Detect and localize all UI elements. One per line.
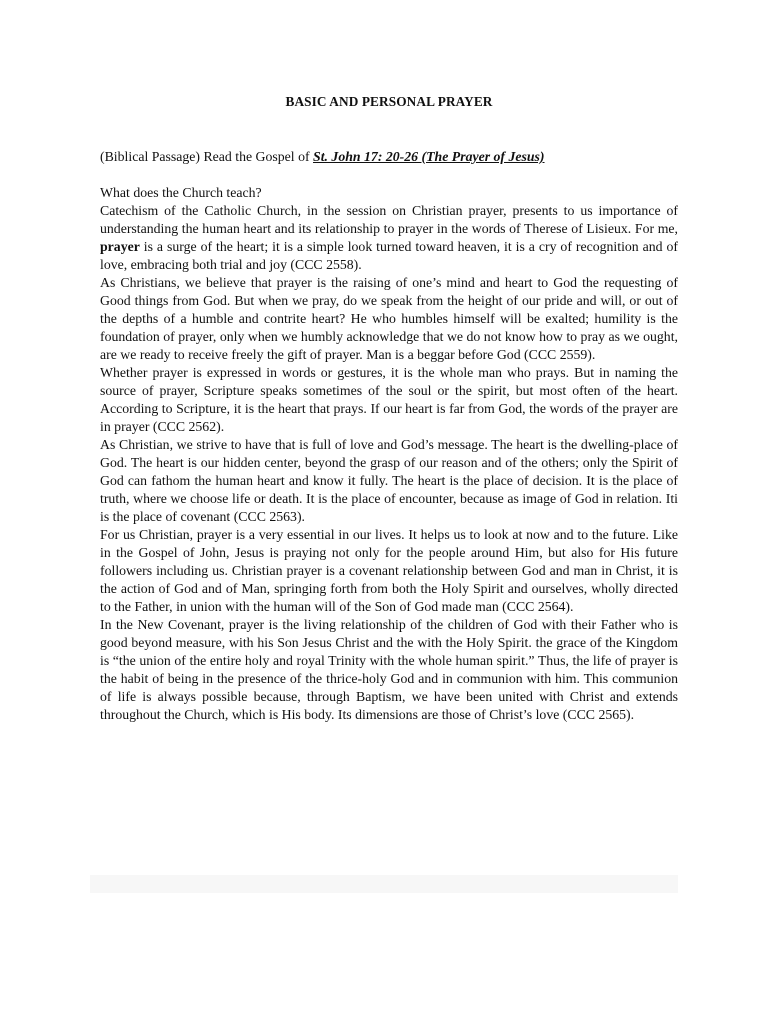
passage-lead: (Biblical Passage) Read the Gospel of [100, 149, 314, 164]
biblical-passage-line [100, 148, 678, 166]
church-teaching-question: What does the Church teach? [100, 185, 262, 200]
paragraph-therese-before: Catechism of the Catholic Church, in the session on Christian prayer, presents to us importance of understanding the human heart and its relationship to prayer in the words of Therese of Lisieux. For me, [100, 203, 678, 236]
paragraph-heart-dwelling: As Christian, we strive to have that is full of love and God’s message. The heart is the dwelling-place of God. The heart is our hidden center, beyond the grasp of our reason and of the others; only the Spirit of God can fathom the human heart and know it fully. The heart is the place of decision. It is the place of truth, where we choose life or death. It is the place of encounter, because as image of God in relation. Iti is the place of covenant (CCC 2563). [100, 437, 678, 524]
page-title: BASIC AND PERSONAL PRAYER [285, 94, 493, 109]
passage-reference: St. John 17: 20-26 (The Prayer of Jesus) [313, 149, 545, 164]
paragraph-therese-after: is a surge of the heart; it is a simple look turned toward heaven, it is a cry of recognition and of love, embracing both trial and joy (CCC 2558). [100, 239, 678, 272]
paragraph-therese [100, 202, 678, 274]
bold-word-prayer: prayer [100, 239, 140, 254]
footer-band [90, 875, 678, 893]
document-page [100, 92, 678, 724]
paragraph-new-covenant: In the New Covenant, prayer is the living relationship of the children of God with their Father who is good beyond measure, with his Son Jesus Christ and the with the Holy Spirit. the grace of the Kingdom is “the union of the entire holy and royal Trinity with the whole human spirit.” Thus, the life of prayer is the habit of being in the presence of the thrice-holy God and in communion with him. This communion of life is always possible because, through Baptism, we have been united with Christ and extends throughout the Church, which is His body. Its dimensions are those of Christ’s love (CCC 2565). [100, 617, 678, 722]
paragraph-humility: As Christians, we believe that prayer is the raising of one’s mind and heart to God the requesting of Good things from God. But when we pray, do we speak from the height of our pride and will, or out of the depths of a humble and contrite heart? He who humbles himself will be exalted; humility is the foundation of prayer, only when we humbly acknowledge that we do not know how to pray as we ought, are we ready to receive freely the gift of prayer. Man is a beggar before God (CCC 2559). [100, 275, 678, 362]
paragraph-heart-prays: Whether prayer is expressed in words or gestures, it is the whole man who prays. But in naming the source of prayer, Scripture speaks sometimes of the soul or the spirit, but most often of the heart. According to Scripture, it is the heart that prays. If our heart is far from God, the words of the prayer are in prayer (CCC 2562). [100, 365, 678, 434]
paragraph-covenant: For us Christian, prayer is a very essential in our lives. It helps us to look at now and to the future. Like in the Gospel of John, Jesus is praying not only for the people around Him, but also for His future followers including us. Christian prayer is a covenant relationship between God and man in Christ, it is the action of God and of Man, springing forth from both the Holy Spirit and ourselves, wholly directed to the Father, in union with the human will of the Son of God made man (CCC 2564). [100, 527, 678, 614]
